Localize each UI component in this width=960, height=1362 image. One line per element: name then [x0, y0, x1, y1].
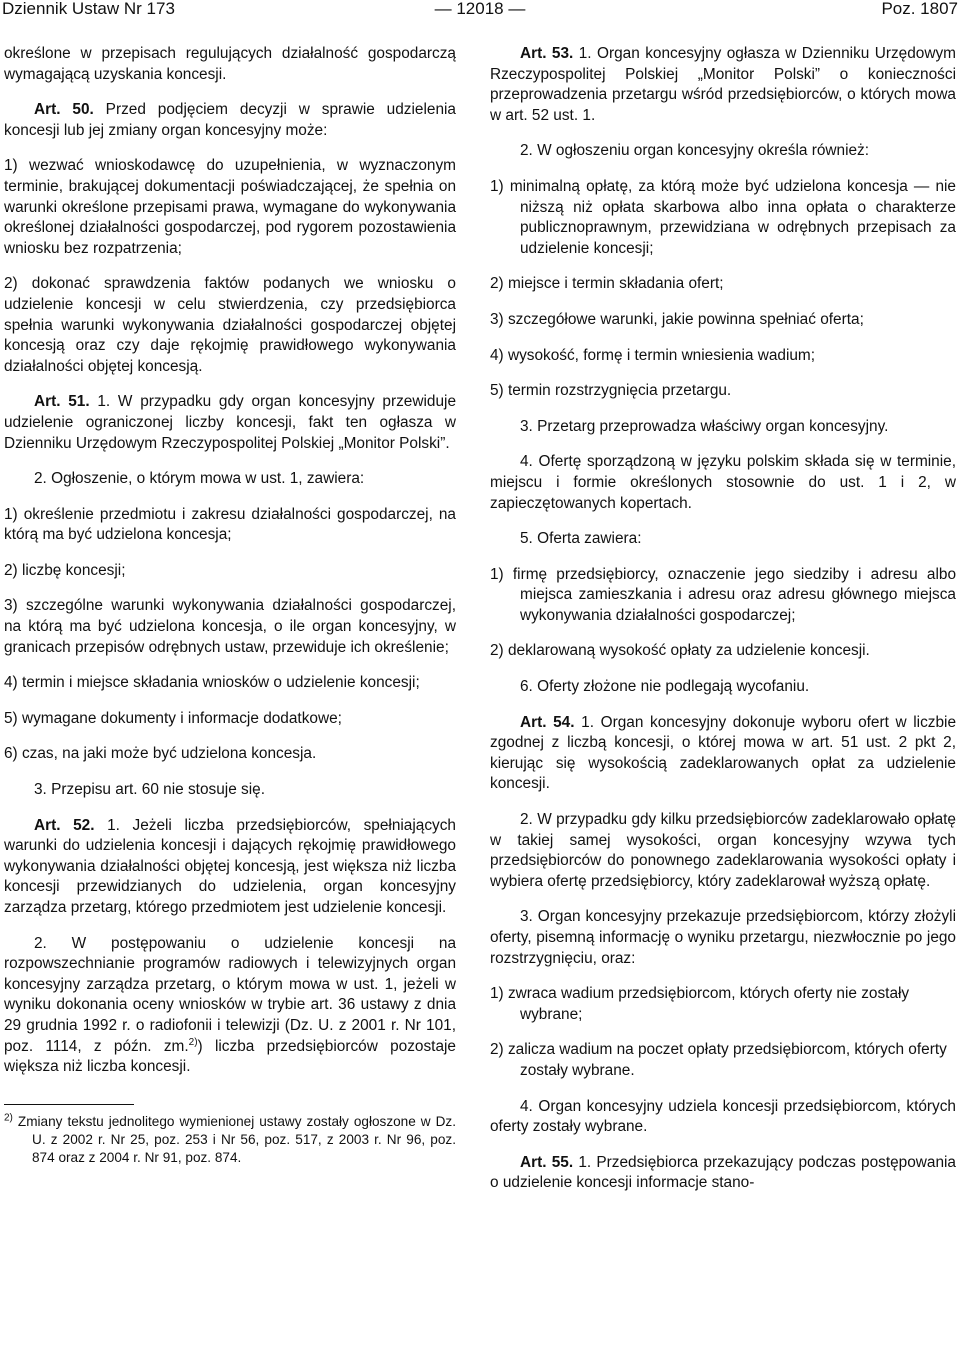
list-item: 2) miejsce i termin składania ofert; [490, 275, 724, 293]
list-item: 3) szczególne warunki wykonywania działalności gospodarczej, na którą ma być udzielona koncesja, o ile organ koncesyjny, w granicach przepisów odrębnych ustaw, przewiduje ich określenie; [4, 597, 456, 656]
list-item: 4) wysokość, formę i termin wniesienia wadium; [490, 346, 816, 364]
right-column [490, 44, 956, 1209]
article-54 [490, 713, 956, 795]
footnote-text: Zmiany tekstu jednolitego wymienionej ustawy zostały ogłoszone w Dz. U. z 2002 r. Nr 25, poz. 253 i Nr 56, poz. 517, z 2003 r. Nr 96, poz. 874 oraz z 2004 r. Nr 91, poz. 874. [12, 1113, 456, 1165]
article-label: Art. 50. [34, 101, 94, 119]
article-50 [4, 100, 456, 141]
footnote-divider [4, 1104, 134, 1105]
paragraph: 2. W ogłoszeniu organ koncesyjny określa również: [520, 142, 870, 160]
article-text: 1. Organ koncesyjny ogłasza w Dzienniku Urzędowym Rzeczypospolitej Polskiej „Monitor Polski” o konieczności przeprowadzenia przetargu wśród przedsiębiorców, o których mowa w art. 52 ust. 1. [490, 45, 956, 124]
list-item: 2) dokonać sprawdzenia faktów podanych we wniosku o udzielenie koncesji w celu stwierdzenia, czy przedsiębiorca spełnia warunki wykonywania działalności gospodarczej objętej koncesją oraz czy daje rękojmię prawidłowego wykonywania działalności objętej koncesją. [4, 275, 456, 375]
article-text: 1. Organ koncesyjny dokonuje wyboru ofert w liczbie zgodnej z liczbą koncesji, o której mowa w art. 51 ust. 2 pkt 2, kierując się wysokością zadeklarowanych opłat za udzielenie koncesji. [490, 713, 956, 793]
article-label: Art. 54. [520, 713, 575, 731]
list-item: 6) czas, na jaki może być udzielona koncesja. [4, 745, 317, 763]
article-label: Art. 55. [520, 1153, 574, 1171]
list-item: 2) zalicza wadium na poczet opłaty przedsiębiorcom, których oferty zostały wybrane. [490, 1041, 947, 1079]
article-52 [4, 816, 456, 919]
list-item: 1) wezwać wnioskodawcę do uzupełnienia, w wyznaczonym terminie, brakującej dokumentacji poświadczającej, że spełnia on warunki określone przepisami prawa, wymagane do wykonywania określonej działalności gospodarczej, pod rygorem pozostawienia wniosku bez rozpatrzenia; [4, 157, 456, 257]
paragraph: 4. Ofertę sporządzoną w języku polskim składa się w terminie, miejscu i formie określonych stosownie do ust. 1 i 2, w zapieczętowanych kopertach. [490, 453, 956, 512]
list-item: 1) minimalną opłatę, za którą może być udzielona koncesja — nie niższą niż opłata skarbowa albo inna opłata o charakterze publicznoprawnym, przewidziana w odrębnych przepisach za udzielenie koncesji; [490, 177, 956, 257]
paragraph: określone w przepisach regulujących działalność gospodarczą wymagającą uzyskania koncesji. [4, 45, 456, 83]
footnote-mark: 2) [4, 1112, 13, 1124]
footnote-ref: 2) [188, 1036, 198, 1048]
paragraph: 2. W przypadku gdy kilku przedsiębiorców zadeklarowało opłatę w takiej samej wysokości, organ koncesyjny wzywa tych przedsiębiorców do ponownego zadeklarowania wysokości opłaty i wybiera ofertę przedsiębiorcy, który zadeklarował wyższą opłatę. [490, 811, 956, 890]
list-item: 2) deklarowaną wysokość opłaty za udzielenie koncesji. [490, 642, 870, 660]
article-text: Przed podjęciem decyzji w sprawie udzielenia koncesji lub jej zmiany organ koncesyjny może: [4, 101, 456, 139]
list-item: 5) wymagane dokumenty i informacje dodatkowe; [4, 709, 342, 727]
paragraph: 6. Oferty złożone nie podlegają wycofaniu. [520, 678, 810, 696]
page-header [0, 0, 960, 32]
article-53 [490, 44, 956, 126]
list-item: 1) firmę przedsiębiorcy, oznaczenie jego siedziby i adresu albo miejsca zamieszkania i adresu oraz adresu głównego miejsca wykonywania działalności gospodarczej; [490, 565, 956, 624]
paragraph: 3. Przetarg przeprowadza właściwy organ koncesyjny. [520, 417, 889, 435]
article-label: Art. 52. [34, 816, 95, 834]
article-text: 1. Jeżeli liczba przedsiębiorców, spełniających warunki do udzielenia koncesji i dających rękojmię prawidłowego wykonywania działalności objętej koncesją, jest większa niż liczba koncesji przewidzianych do udzielenia, organ koncesyjny zarządza przetarg, którego przedmiotem jest udzielenie koncesji. [4, 816, 456, 916]
page-number: — 12018 — [434, 0, 526, 18]
list-item: 1) określenie przedmiotu i zakresu działalności gospodarczej, na którą ma być udzielona koncesja; [4, 505, 456, 544]
text-run: 2. W postępowaniu o udzielenie koncesji na rozpowszechnianie programów radiowych i telewizyjnych organ koncesyjny zarządza przetarg, o którym mowa w ust. 1, jeżeli w wyniku dokonania oceny wniosków w trybie art. 36 ustawy z dnia 29 grudnia 1992 r. o radiofonii i telewizji (Dz. U. z 2001 r. Nr 101, poz. 1114, z późn. zm. [4, 934, 456, 1055]
paragraph: 5. Oferta zawiera: [520, 530, 642, 548]
paragraph: 3. Przepisu art. 60 nie stosuje się. [34, 781, 265, 799]
list-item: 4) termin i miejsce składania wniosków o udzielenie koncesji; [4, 674, 420, 692]
list-item: 2) liczbę koncesji; [4, 561, 126, 579]
article-55 [490, 1153, 956, 1194]
paragraph: 3. Organ koncesyjny przekazuje przedsiębiorcom, którzy złożyli oferty, pisemną informację o wyniku przetargu, niezwłocznie po jego rozstrzygnięciu, oraz: [490, 908, 956, 967]
paragraph: 4. Organ koncesyjny udziela koncesji przedsiębiorcom, których oferty zostały wybrane. [490, 1097, 956, 1136]
left-column [4, 44, 456, 1182]
paragraph: 2. Ogłoszenie, o którym mowa w ust. 1, zawiera: [34, 470, 365, 488]
article-label: Art. 51. [34, 393, 90, 411]
position-number: Poz. 1807 [881, 0, 958, 18]
list-item: 5) termin rozstrzygnięcia przetargu. [490, 382, 732, 400]
text-run: ) liczba przedsiębiorców pozostaje większa niż liczba koncesji. [4, 1037, 456, 1076]
journal-title: Dziennik Ustaw Nr 173 [2, 0, 175, 18]
article-51 [4, 392, 456, 454]
article-label: Art. 53. [520, 45, 574, 62]
list-item: 3) szczegółowe warunki, jakie powinna spełniać oferta; [490, 310, 864, 328]
list-item: 1) zwraca wadium przedsiębiorcom, których oferty nie zostały wybrane; [490, 985, 910, 1023]
article-text: 1. Przedsiębiorca przekazujący podczas postępowania o udzielenie koncesji informacje stano- [490, 1153, 956, 1192]
paragraph [4, 934, 456, 1078]
article-text: 1. W przypadku gdy organ koncesyjny przewiduje udzielenie ograniczonej liczby koncesji, fakt ten ogłasza w Dzienniku Urzędowym Rzeczypospolitej Polskiej „Monitor Polski”. [4, 393, 456, 452]
footnote [4, 1113, 456, 1167]
